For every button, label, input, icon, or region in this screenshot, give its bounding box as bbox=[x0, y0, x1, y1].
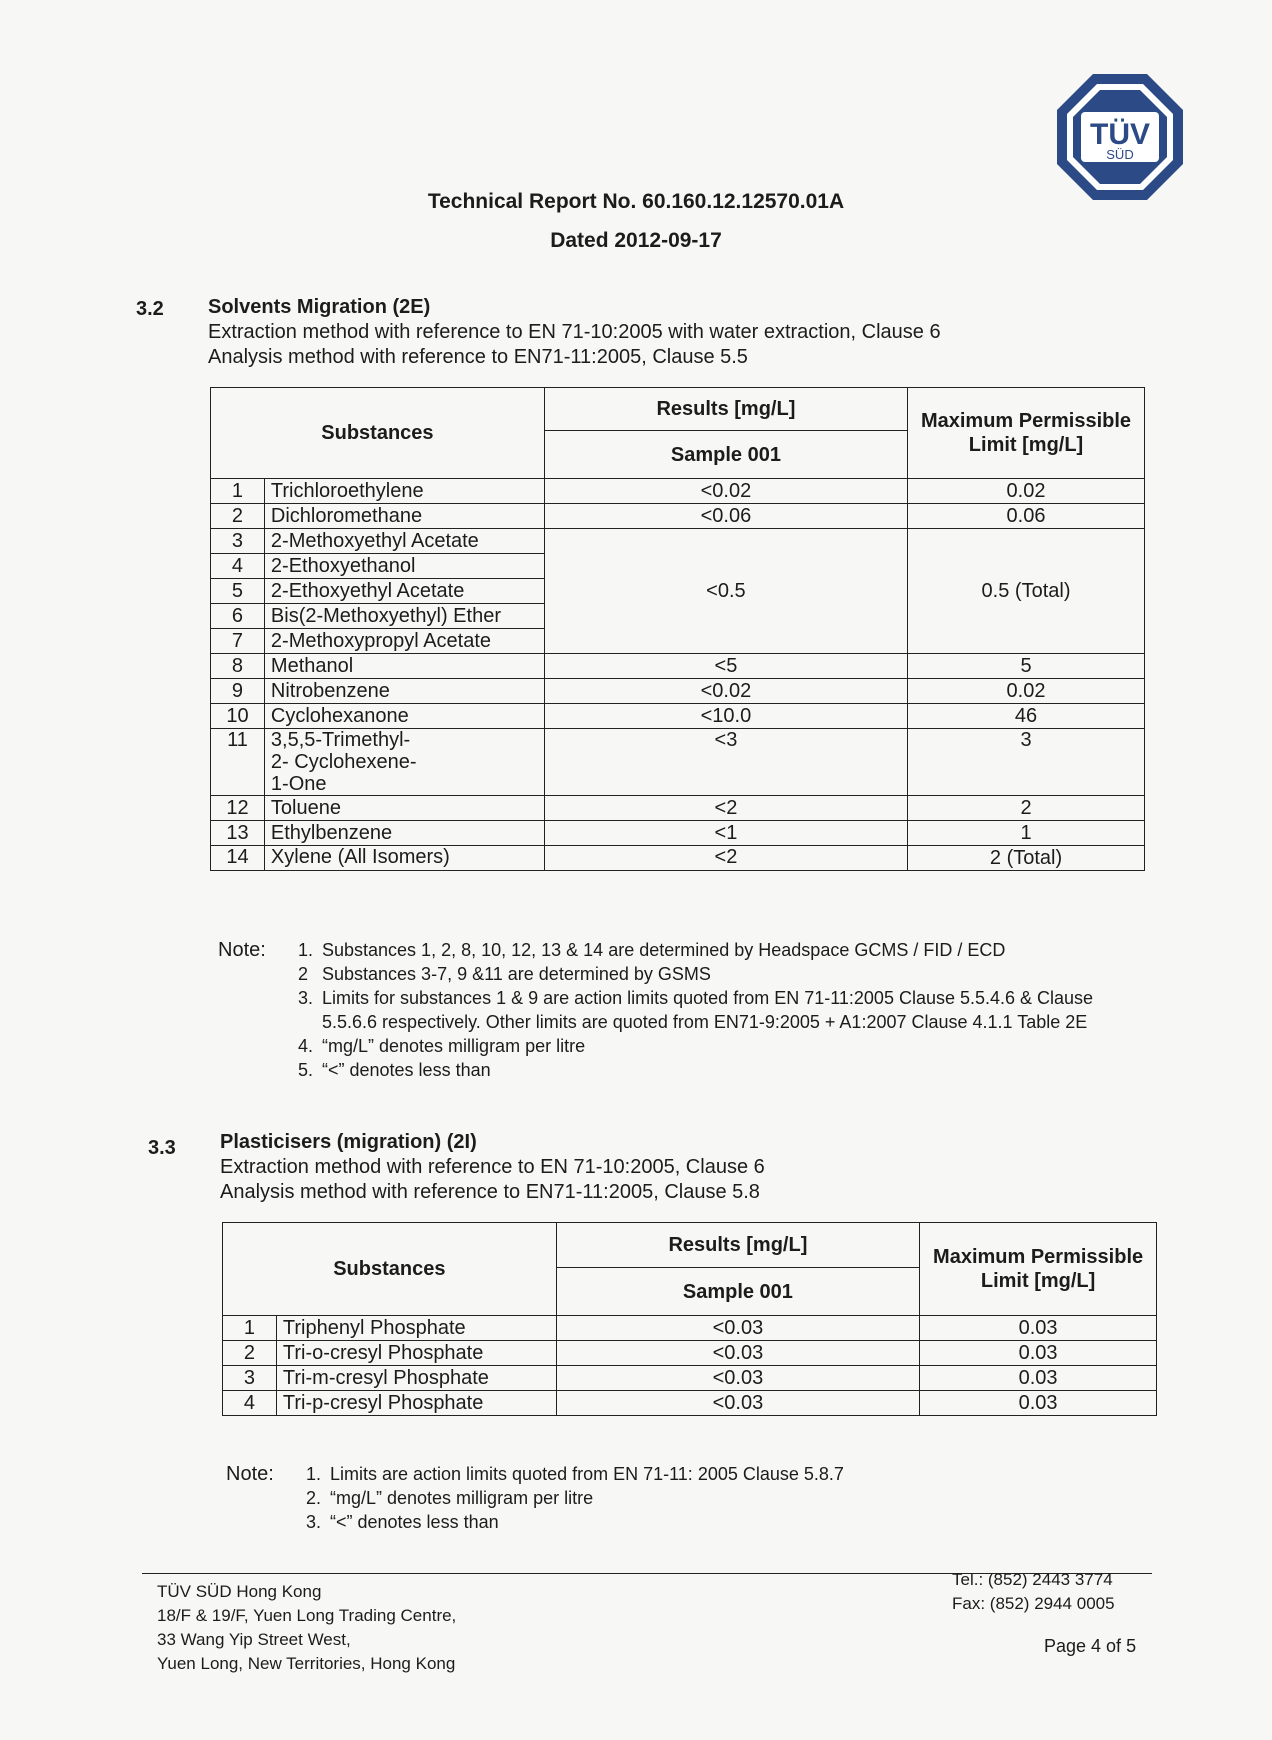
note-text: “mg/L” denotes milligram per litre bbox=[330, 1488, 594, 1508]
note-item bbox=[306, 1462, 1126, 1486]
substance-name: 2-Methoxyethyl Acetate bbox=[264, 529, 544, 554]
result-value: <0.02 bbox=[544, 479, 907, 504]
row-number: 4 bbox=[223, 1391, 277, 1416]
table-row bbox=[211, 529, 1145, 554]
note-item bbox=[298, 986, 1118, 1034]
table-row bbox=[223, 1316, 1157, 1341]
limit-value: 0.03 bbox=[920, 1366, 1157, 1391]
table-row bbox=[223, 1366, 1157, 1391]
row-number: 11 bbox=[211, 729, 265, 796]
limit-value: 0.03 bbox=[920, 1391, 1157, 1416]
substance-name: Cyclohexanone bbox=[264, 704, 544, 729]
row-number: 8 bbox=[211, 654, 265, 679]
substance-name: Dichloromethane bbox=[264, 504, 544, 529]
row-number: 1 bbox=[211, 479, 265, 504]
note-item bbox=[298, 1034, 1118, 1058]
substance-name: Tri-o-cresyl Phosphate bbox=[276, 1341, 556, 1366]
analysis-method: Analysis method with reference to EN71-11:2005, Clause 5.5 bbox=[208, 346, 748, 368]
result-value: <0.06 bbox=[544, 504, 907, 529]
note-number: 2. bbox=[306, 1488, 322, 1508]
footer-address bbox=[157, 1580, 456, 1676]
table-row bbox=[211, 846, 1145, 871]
table-row bbox=[211, 504, 1145, 529]
header-results: Results [mg/L] bbox=[556, 1223, 920, 1268]
substance-name: Triphenyl Phosphate bbox=[276, 1316, 556, 1341]
row-number: 3 bbox=[211, 529, 265, 554]
note-number: 2 bbox=[298, 964, 309, 984]
limit-value: 0.03 bbox=[920, 1316, 1157, 1341]
note-text: Substances 1, 2, 8, 10, 12, 13 & 14 are determined by Headspace GCMS / FID / ECD bbox=[322, 940, 1006, 960]
header-substances: Substances bbox=[211, 388, 545, 479]
result-value: <0.03 bbox=[556, 1366, 920, 1391]
note-label: Note: bbox=[218, 939, 266, 961]
note-label: Note: bbox=[226, 1463, 274, 1485]
header-substances: Substances bbox=[223, 1223, 557, 1316]
row-number: 9 bbox=[211, 679, 265, 704]
note-item bbox=[298, 962, 1118, 986]
section-heading-block bbox=[220, 1130, 765, 1205]
table-row bbox=[211, 679, 1145, 704]
substance-name: 2-Methoxypropyl Acetate bbox=[264, 629, 544, 654]
result-value: <2 bbox=[544, 846, 907, 871]
footer-contact bbox=[952, 1568, 1115, 1616]
table-row bbox=[211, 704, 1145, 729]
address-line: Yuen Long, New Territories, Hong Kong bbox=[157, 1654, 456, 1673]
substance-name: Nitrobenzene bbox=[264, 679, 544, 704]
address-line: TÜV SÜD Hong Kong bbox=[157, 1582, 322, 1601]
row-number: 4 bbox=[211, 554, 265, 579]
fax: Fax: (852) 2944 0005 bbox=[952, 1594, 1115, 1613]
note-item bbox=[298, 938, 1118, 962]
row-number: 1 bbox=[223, 1316, 277, 1341]
row-number: 2 bbox=[223, 1341, 277, 1366]
row-number: 3 bbox=[223, 1366, 277, 1391]
row-number: 14 bbox=[211, 846, 265, 871]
analysis-method: Analysis method with reference to EN71-11:2005, Clause 5.8 bbox=[220, 1181, 760, 1203]
solvents-results-table bbox=[210, 387, 1145, 871]
limit-value: 0.02 bbox=[908, 679, 1145, 704]
notes-block bbox=[226, 1462, 1126, 1542]
section-heading: Plasticisers (migration) (2I) bbox=[220, 1131, 477, 1153]
result-value: <0.02 bbox=[544, 679, 907, 704]
note-text: “mg/L” denotes milligram per litre bbox=[322, 1036, 586, 1056]
section-number: 3.2 bbox=[136, 298, 164, 320]
note-text: Limits are action limits quoted from EN 71-11: 2005 Clause 5.8.7 bbox=[330, 1464, 844, 1484]
note-number: 3. bbox=[306, 1512, 322, 1532]
header-results: Results [mg/L] bbox=[544, 388, 907, 431]
substance-name: Trichloroethylene bbox=[264, 479, 544, 504]
logo-text-top: TÜV bbox=[1090, 118, 1150, 151]
substance-name: Xylene (All Isomers) bbox=[264, 846, 544, 871]
row-number: 13 bbox=[211, 821, 265, 846]
limit-value: 1 bbox=[908, 821, 1145, 846]
result-value: <1 bbox=[544, 821, 907, 846]
note-item bbox=[306, 1510, 1126, 1534]
page-number: Page 4 of 5 bbox=[1044, 1636, 1137, 1656]
table-row bbox=[211, 729, 1145, 796]
table-row bbox=[223, 1341, 1157, 1366]
table-row bbox=[211, 654, 1145, 679]
plasticisers-results-table bbox=[222, 1222, 1157, 1416]
result-value: <0.03 bbox=[556, 1316, 920, 1341]
logo-text-bottom: SÜD bbox=[1106, 147, 1134, 162]
note-number: 1. bbox=[306, 1464, 322, 1484]
substance-name: Tri-m-cresyl Phosphate bbox=[276, 1366, 556, 1391]
extraction-method: Extraction method with reference to EN 71-10:2005 with water extraction, Clause 6 bbox=[208, 321, 941, 343]
note-text: “<” denotes less than bbox=[322, 1060, 491, 1080]
header-sample: Sample 001 bbox=[544, 431, 907, 479]
header-limit: Maximum Permissible Limit [mg/L] bbox=[908, 388, 1145, 479]
note-list bbox=[298, 938, 1118, 1082]
substance-name: Toluene bbox=[264, 796, 544, 821]
table-row bbox=[211, 479, 1145, 504]
note-item bbox=[306, 1486, 1126, 1510]
note-text: Substances 3-7, 9 &11 are determined by GSMS bbox=[322, 964, 711, 984]
table-row bbox=[223, 1391, 1157, 1416]
limit-value: 2 bbox=[908, 796, 1145, 821]
notes-block bbox=[218, 938, 1118, 1108]
report-number: Technical Report No. 60.160.12.12570.01A bbox=[427, 190, 845, 213]
note-list bbox=[306, 1462, 1126, 1534]
note-number: 1. bbox=[298, 940, 314, 960]
tuv-sud-logo bbox=[1055, 72, 1185, 202]
note-number: 5. bbox=[298, 1060, 314, 1080]
row-number: 6 bbox=[211, 604, 265, 629]
section-number: 3.3 bbox=[148, 1137, 176, 1159]
substance-name: Bis(2-Methoxyethyl) Ether bbox=[264, 604, 544, 629]
section-heading-block bbox=[208, 295, 941, 370]
result-value: <10.0 bbox=[544, 704, 907, 729]
row-number: 5 bbox=[211, 579, 265, 604]
note-number: 4. bbox=[298, 1036, 314, 1056]
result-value: <0.03 bbox=[556, 1341, 920, 1366]
note-number: 3. bbox=[298, 988, 314, 1008]
limit-value: 2 (Total) bbox=[908, 846, 1145, 871]
address-line: 18/F & 19/F, Yuen Long Trading Centre, bbox=[157, 1606, 457, 1625]
result-value: <0.03 bbox=[556, 1391, 920, 1416]
limit-value: 0.03 bbox=[920, 1341, 1157, 1366]
result-value: <2 bbox=[544, 796, 907, 821]
report-date: Dated 2012-09-17 bbox=[550, 229, 722, 252]
extraction-method: Extraction method with reference to EN 71-10:2005, Clause 6 bbox=[220, 1156, 765, 1178]
note-text: “<” denotes less than bbox=[330, 1512, 499, 1532]
row-number: 12 bbox=[211, 796, 265, 821]
header-limit: Maximum Permissible Limit [mg/L] bbox=[920, 1223, 1157, 1316]
address-line: 33 Wang Yip Street West, bbox=[157, 1630, 351, 1649]
note-item bbox=[298, 1058, 1118, 1082]
limit-value: 0.02 bbox=[908, 479, 1145, 504]
limit-value: 3 bbox=[908, 729, 1145, 796]
row-number: 2 bbox=[211, 504, 265, 529]
table-row bbox=[211, 821, 1145, 846]
result-value: <5 bbox=[544, 654, 907, 679]
substance-name: Methanol bbox=[264, 654, 544, 679]
row-number: 10 bbox=[211, 704, 265, 729]
substance-name: 3,5,5-Trimethyl-2- Cyclohexene-1-One bbox=[264, 729, 544, 796]
limit-value: 46 bbox=[908, 704, 1145, 729]
substance-name: Ethylbenzene bbox=[264, 821, 544, 846]
telephone: Tel.: (852) 2443 3774 bbox=[952, 1570, 1113, 1589]
row-number: 7 bbox=[211, 629, 265, 654]
header-sample: Sample 001 bbox=[556, 1268, 920, 1316]
substance-name: Tri-p-cresyl Phosphate bbox=[276, 1391, 556, 1416]
substance-name: 2-Ethoxyethanol bbox=[264, 554, 544, 579]
limit-value: 5 bbox=[908, 654, 1145, 679]
table-row bbox=[211, 796, 1145, 821]
limit-value: 0.06 bbox=[908, 504, 1145, 529]
section-heading: Solvents Migration (2E) bbox=[208, 296, 431, 318]
note-text: Limits for substances 1 & 9 are action limits quoted from EN 71-11:2005 Clause 5.5.4.6 & Clause 5.5.6.6 respectively. Other limits are quoted from EN71-9:2005 + A1:2007 Clause 4.1.1 Table 2E bbox=[322, 988, 1094, 1032]
group-result-value: <0.5 bbox=[544, 529, 907, 654]
group-limit-value: 0.5 (Total) bbox=[908, 529, 1145, 654]
substance-name: 2-Ethoxyethyl Acetate bbox=[264, 579, 544, 604]
result-value: <3 bbox=[544, 729, 907, 796]
